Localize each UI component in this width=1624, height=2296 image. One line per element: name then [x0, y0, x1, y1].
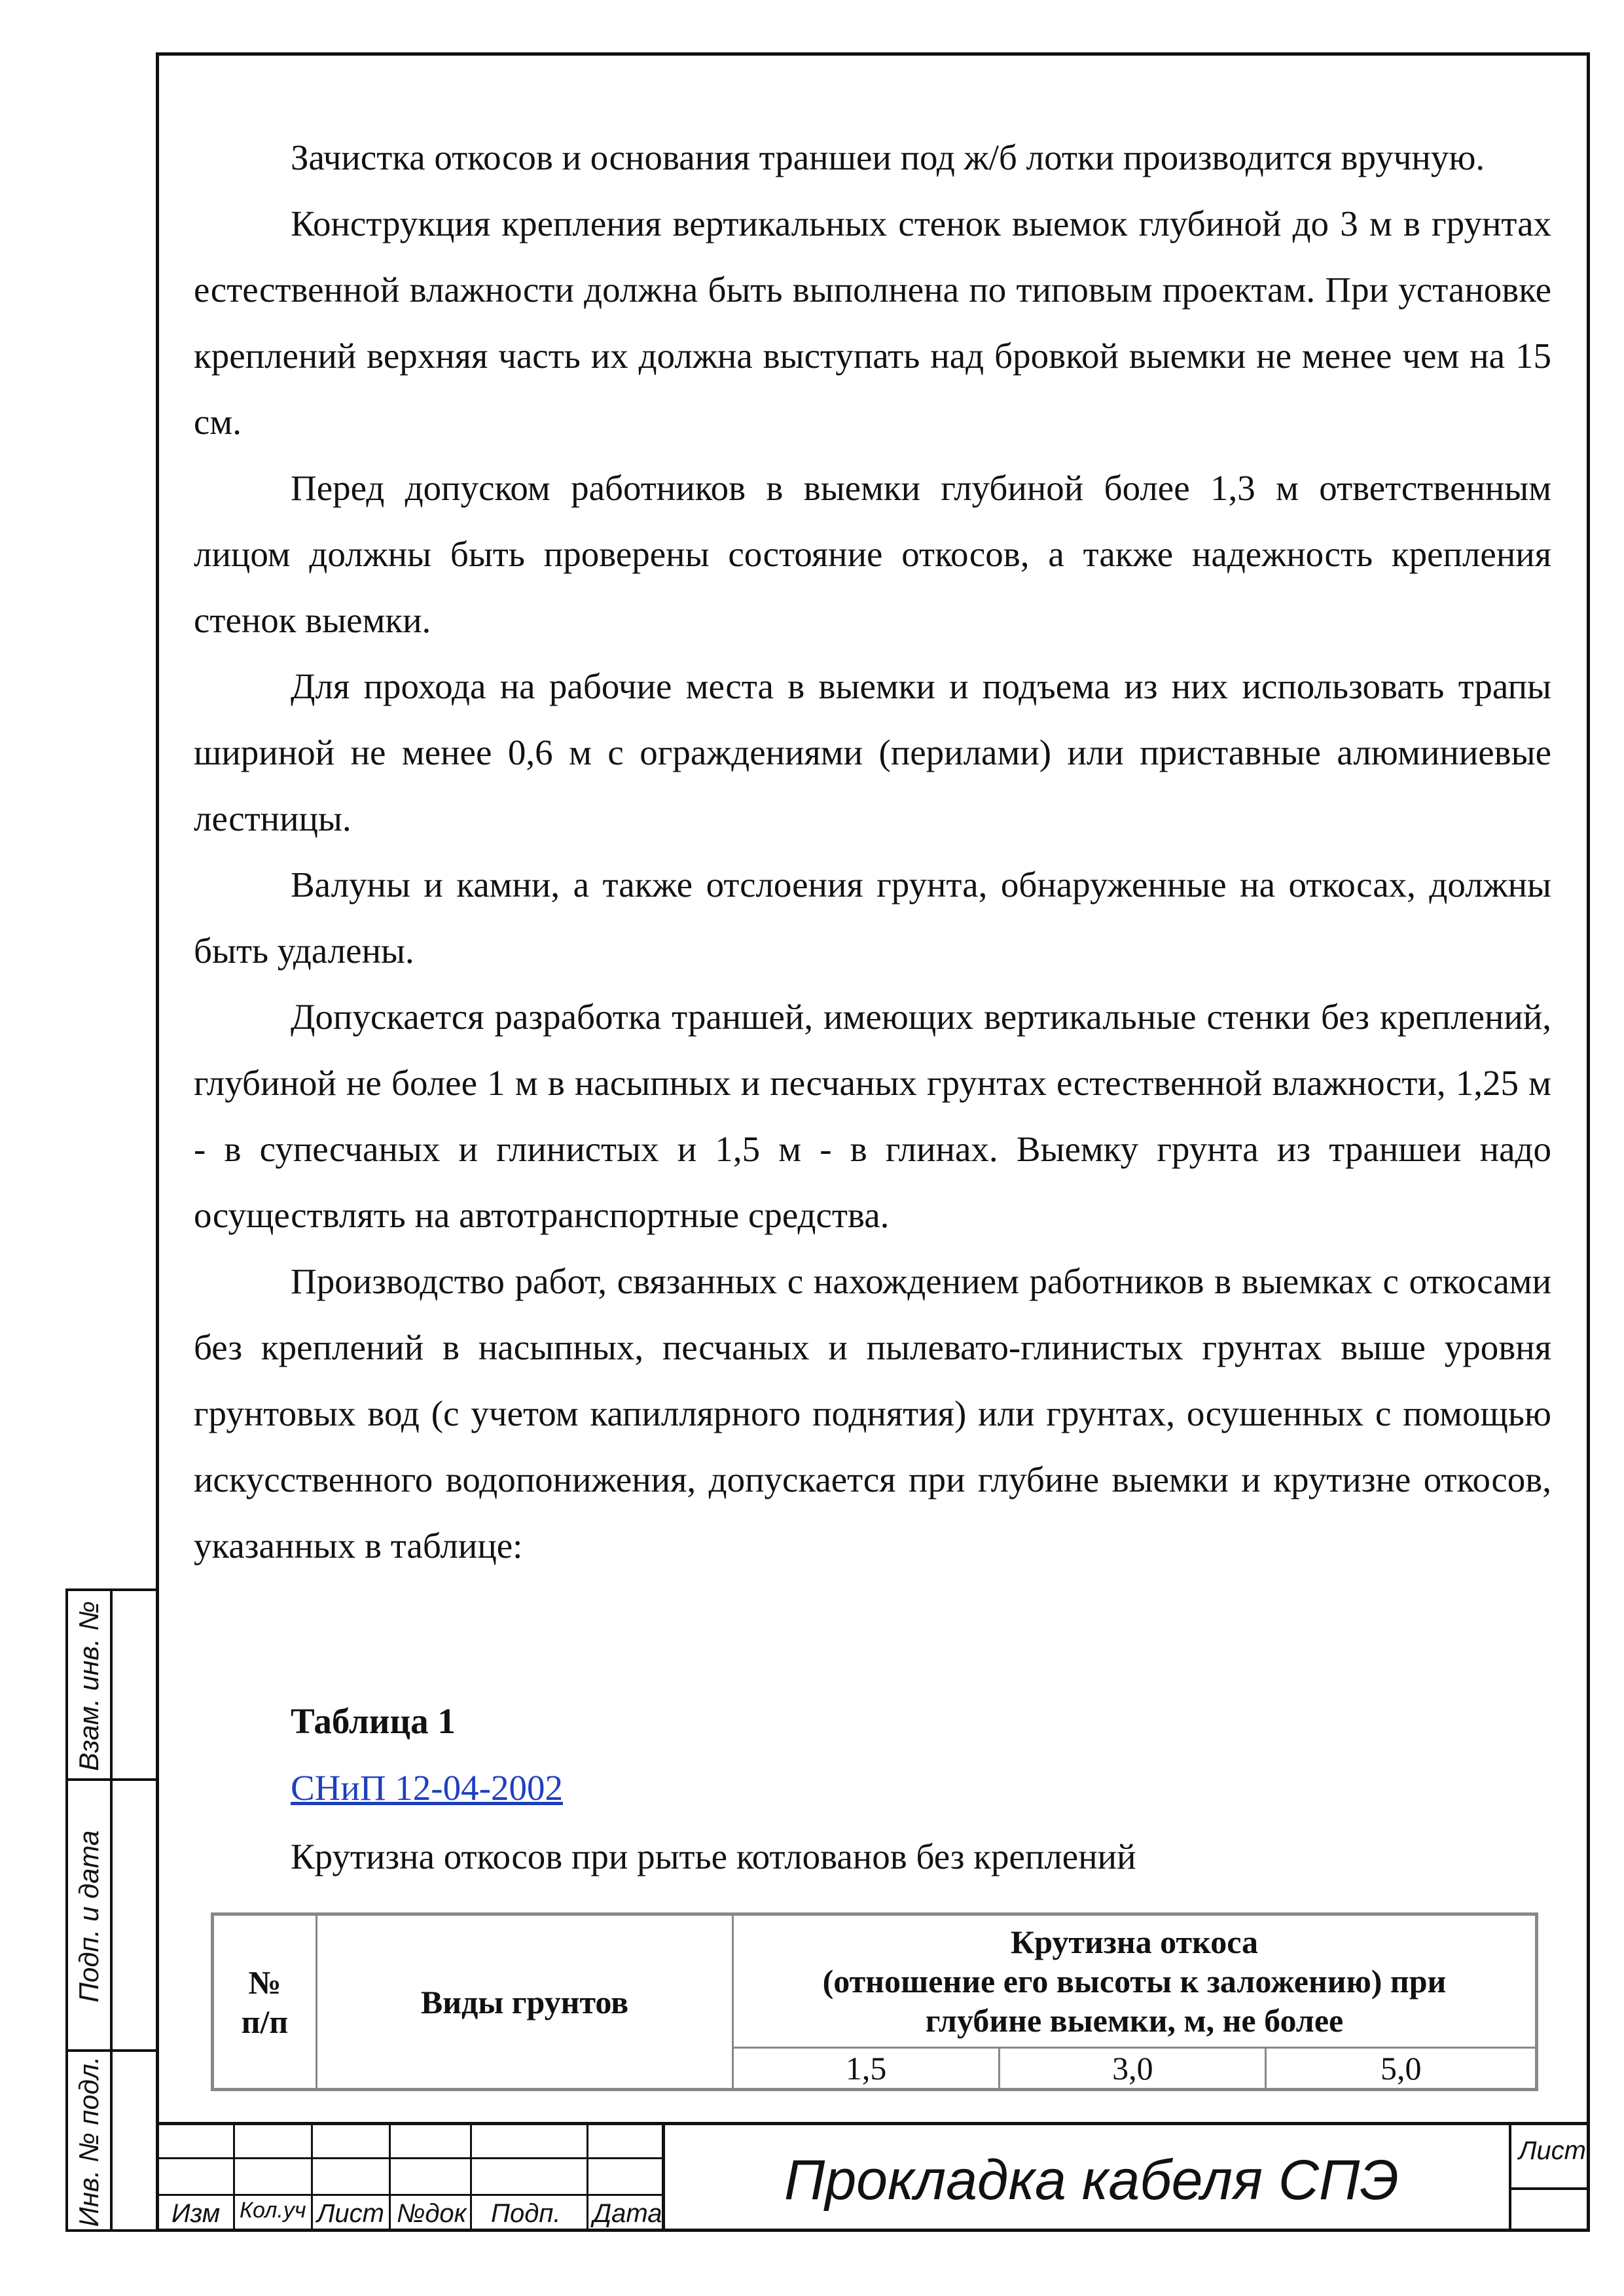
paragraph: Валуны и камни, а также отслоения грунта, обнаруженные на откосах, должны быть удалены. [194, 865, 1551, 971]
title-block-col-line [389, 2122, 391, 2232]
snip-link[interactable]: СНиП 12-04-2002 [291, 1768, 563, 1808]
column-label-izm: Изм [171, 2199, 221, 2228]
header-number [213, 1914, 317, 2090]
sheet-cell-line [1511, 2187, 1590, 2190]
title-block-top-line [156, 2122, 1590, 2125]
table-header-row [213, 1914, 1537, 2048]
side-cell-ref [68, 1591, 156, 1781]
table-title: Таблица 1 [291, 1701, 456, 1741]
paragraph: Допускается разработка траншей, имеющих вертикальные стенки без креплений, глубиной не более 1 м в насыпных и песчаных грунтах естественной влажности, 1,25 м - в супесчаных и глинистых и 1,5 м - в глинах. Выемку грунта из траншеи надо осуществлять на автотранспортные средства. [194, 997, 1551, 1235]
title-block-col-line [470, 2122, 472, 2232]
document-body [194, 124, 1551, 1579]
depth-cell: 5,0 [1266, 2048, 1537, 2090]
side-label-inv: Инв. № подл. [73, 2056, 104, 2227]
header-slope-line1: Крутизна откоса [1010, 1924, 1259, 1960]
side-label-ref: Взам. инв. № [73, 1601, 104, 1771]
paragraph: Для прохода на рабочие места в выемки и подъема из них использовать трапы шириной не менее 0,6 м с ограждениями (перилами) или приставные алюминиевые лестницы. [194, 666, 1551, 838]
column-label-date: Дата [593, 2199, 662, 2228]
paragraph: Зачистка откосов и основания траншеи под ж/б лотки производится вручную. [291, 137, 1485, 177]
header-soil-types: Виды грунтов [317, 1914, 733, 2090]
title-block-col-line [1509, 2122, 1511, 2232]
header-number-line1: № [248, 1964, 281, 2001]
side-label-sign: Подп. и дата [73, 1830, 104, 2003]
side-cell-sign [68, 1781, 156, 2052]
column-label-kolvo: Кол.уч [240, 2198, 306, 2223]
title-block-col-line [586, 2122, 588, 2232]
paragraph: Конструкция крепления вертикальных стенок выемок глубиной до 3 м в грунтах естественной влажности должна быть выполнена по типовым проектам. При установке креплений верхняя часть их должна выступать над бровкой выемки не менее чем на 15 см. [194, 204, 1551, 442]
side-cell-inv [68, 2052, 156, 2232]
drawing-title: Прокладка кабеля СПЭ [784, 2149, 1399, 2212]
depth-cell: 3,0 [1000, 2048, 1266, 2090]
paragraph: Перед допуском работников в выемки глубиной более 1,3 м ответственным лицом должны быть проверены состояние откосов, а также надежность крепления стенок выемки. [194, 468, 1551, 640]
header-slope-line2: (отношение его высоты к заложению) при [822, 1963, 1447, 2000]
table-caption: Крутизна откосов при рытье котлованов без креплений [291, 1837, 1136, 1876]
sheet-label: Лист [1519, 2136, 1586, 2165]
column-label-podp: Подп. [491, 2199, 561, 2228]
column-label-ndoc: №док [397, 2199, 467, 2228]
side-stamp [65, 1588, 156, 2232]
column-label-list: Лист [317, 2199, 384, 2228]
header-slope-line3: глубине выемки, м, не более [925, 2002, 1344, 2039]
title-block-col-line [233, 2122, 235, 2232]
paragraph: Производство работ, связанных с нахождением работников в выемках с откосами без креплений в насыпных, песчаных и пылевато-глинистых грунтах выше уровня грунтовых вод (с учетом капиллярного поднятия) или грунтах, осушенных с помощью искусственного водопонижения, допускается при глубине выемки и крутизне откосов, указанных в таблице: [194, 1261, 1551, 1566]
title-block [156, 2122, 1590, 2232]
title-block-col-line [311, 2122, 313, 2232]
header-number-line2: п/п [241, 2003, 289, 2040]
slope-table [211, 1912, 1538, 2091]
header-slope [733, 1914, 1537, 2048]
depth-cell: 1,5 [733, 2048, 1000, 2090]
